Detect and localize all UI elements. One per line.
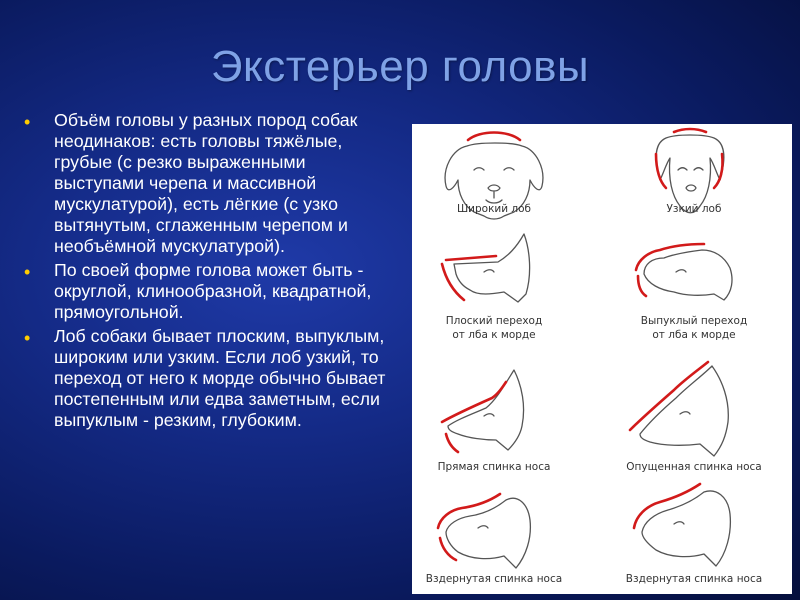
caption-upturned-bridge-right: Вздернутая спинка носа [625, 573, 763, 585]
caption-upturned-bridge-left: Вздернутая спинка носа [425, 573, 563, 585]
bullet-item [14, 260, 396, 323]
upturned-bridge-profile-left-drawing [438, 494, 530, 568]
bullet-text: Объём головы у разных пород собак неодинаков: есть головы тяжёлые, грубые (с резко выраженными выступами черепа и массивной мускулатурой), есть лёгкие (с узко вытянутым, сглаженным черепом и необъёмной мускулатурой). [54, 110, 358, 256]
caption-wide-forehead: Широкий лоб [456, 203, 532, 215]
bullet-text: Лоб собаки бывает плоским, выпуклым, широким или узким. Если лоб узкий, то переход от него к морде обычно бывает постепенным или едва заметным, если выпуклым - резким, глубоким. [54, 326, 386, 430]
straight-bridge-profile-drawing [442, 370, 524, 452]
narrow-forehead-head-drawing [656, 129, 724, 213]
caption-convex-stop-line2: от лба к морде [652, 329, 736, 341]
bullet-icon: • [24, 262, 31, 282]
caption-flat-stop-line2: от лба к морде [452, 329, 536, 341]
caption-flat-stop-line1: Плоский переход [445, 315, 543, 327]
caption-straight-bridge: Прямая спинка носа [437, 461, 551, 473]
slide-title: Экстерьер головы [210, 42, 590, 91]
bullet-icon: • [24, 112, 31, 132]
flat-stop-profile-drawing [442, 234, 530, 302]
upturned-bridge-profile-right-drawing [634, 484, 730, 566]
caption-convex-stop-line1: Выпуклый переход [640, 315, 748, 327]
bullet-text: По своей форме голова может быть - округлой, клинообразной, квадратной, прямоугольной. [54, 260, 372, 322]
dog-head-diagram [412, 124, 792, 594]
caption-narrow-forehead: Узкий лоб [666, 203, 722, 215]
bullet-list [14, 110, 396, 434]
dropped-bridge-profile-drawing [630, 362, 728, 456]
dog-head-illustration [412, 124, 792, 594]
bullet-item [14, 326, 396, 431]
caption-dropped-bridge: Опущенная спинка носа [626, 461, 762, 473]
bullet-icon: • [24, 328, 31, 348]
bullet-item [14, 110, 396, 257]
convex-stop-profile-drawing [636, 244, 732, 300]
